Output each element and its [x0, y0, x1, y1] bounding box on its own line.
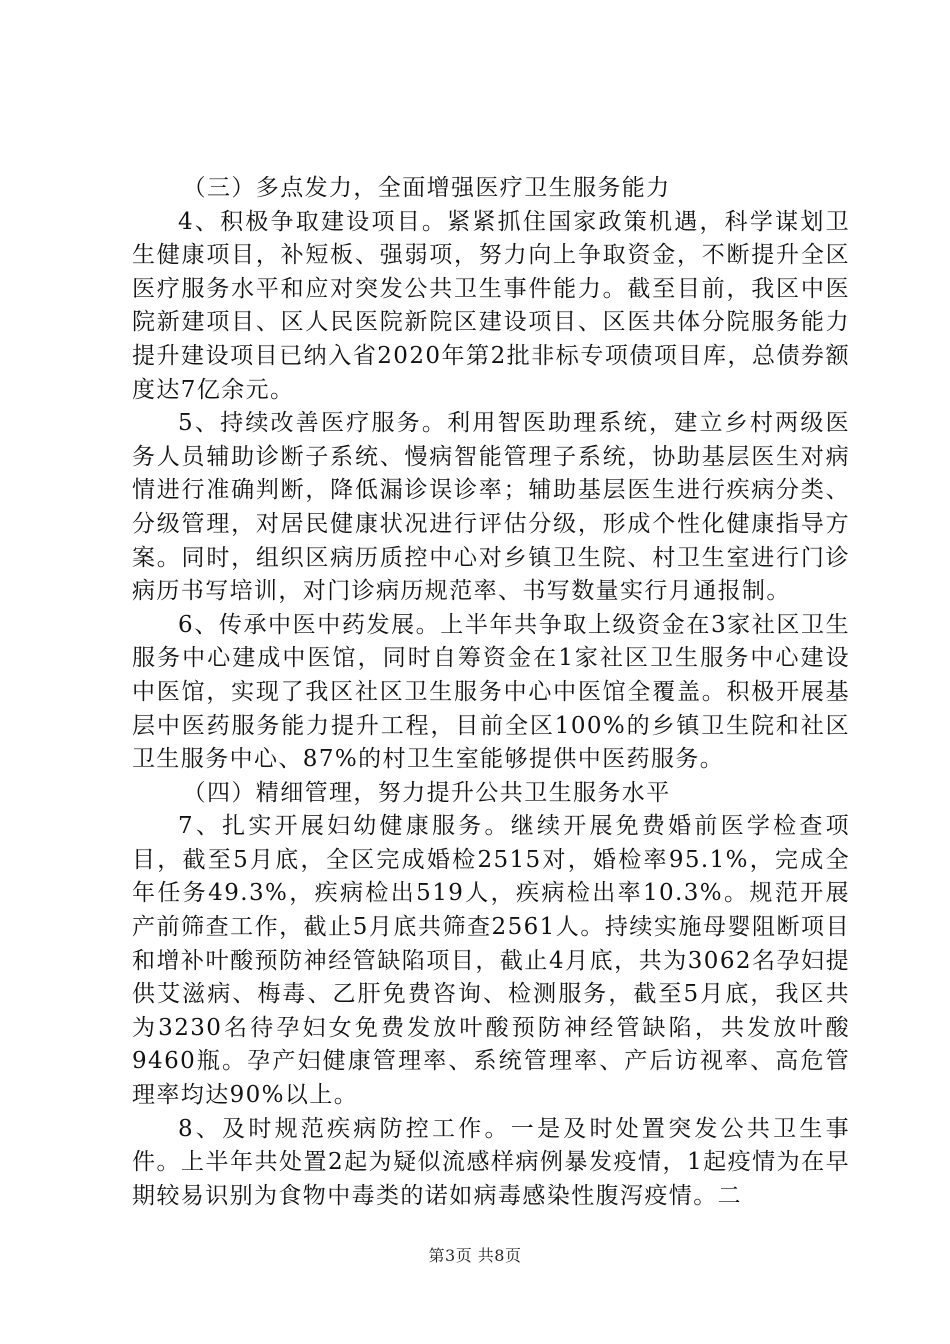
- paragraph-item-6: 6、传承中医中药发展。上半年共争取上级资金在3家社区卫生服务中心建成中医馆，同时自筹资金在1家社区卫生服务中心建设中医馆，实现了我区社区卫生服务中心中医馆全覆盖。积极开展基层中医药服务能力提升工程，目前全区100%的乡镇卫生院和社区卫生服务中心、87%的村卫生室能够提供中医药服务。: [132, 611, 850, 773]
- paragraph-item-5: 5、持续改善医疗服务。利用智医助理系统，建立乡村两级医务人员辅助诊断子系统、慢病智能管理子系统，协助基层医生对病情进行准确判断，降低漏诊误诊率；辅助基层医生进行疾病分类、分级管理，对居民健康状况进行评估分级，形成个性化健康指导方案。同时，组织区病历质控中心对乡镇卫生院、村卫生室进行门诊病历书写培训，对门诊病历规范率、书写数量实行月通报制。: [132, 410, 850, 605]
- paragraph-item-7: 7、扎实开展妇幼健康服务。继续开展免费婚前医学检查项目，截至5月底，全区完成婚检2515对，婚检率95.1%，完成全年任务49.3%，疾病检出519人，疾病检出率10.3%。规范开展产前筛查工作，截止5月底共筛查2561人。持续实施母婴阻断项目和增补叶酸预防神经管缺陷项目，截止4月底，共为3062名孕妇提供艾滋病、梅毒、乙肝免费咨询、检测服务，截至5月底，我区共为3230名待孕妇女免费发放叶酸预防神经管缺陷，共发放叶酸9460瓶。孕产妇健康管理率、系统管理率、产后访视率、高危管理率均达90%以上。: [132, 813, 850, 1109]
- paragraph-item-8: 8、及时规范疾病防控工作。一是及时处置突发公共卫生事件。上半年共处置2起为疑似流感样病例暴发疫情，1起疫情为在早期较易识别为食物中毒类的诺如病毒感染性腹泻疫情。二: [132, 1115, 850, 1209]
- section-heading-3: （三）多点发力，全面增强医疗卫生服务能力: [182, 175, 671, 201]
- document-body: [132, 172, 850, 1213]
- page-number-footer: 第3页 共8页: [428, 1246, 522, 1265]
- section-heading-4: （四）精细管理，努力提升公共卫生服务水平: [182, 779, 671, 806]
- paragraph-item-4: 4、积极争取建设项目。紧紧抓住国家政策机遇，科学谋划卫生健康项目，补短板、强弱项，努力向上争取资金，不断提升全区医疗服务水平和应对突发公共卫生事件能力。截至目前，我区中医院新建项目、区人民医院新院区建设项目、区医共体分院服务能力提升建设项目已纳入省2020年第2批非标专项债项目库，总债券额度达7亿余元。: [132, 208, 850, 403]
